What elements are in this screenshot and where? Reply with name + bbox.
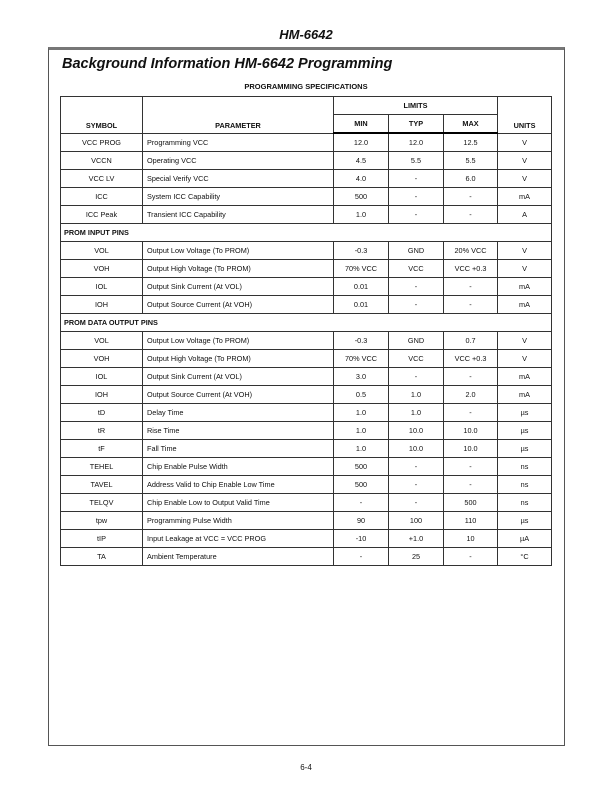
table-row xyxy=(61,386,552,404)
section-label: PROM DATA OUTPUT PINS xyxy=(61,314,552,332)
section-label: PROM INPUT PINS xyxy=(61,224,552,242)
max-cell: - xyxy=(444,476,498,494)
table-row xyxy=(61,188,552,206)
symbol-cell: IOL xyxy=(61,278,143,296)
symbol-cell: tF xyxy=(61,440,143,458)
units-cell: µs xyxy=(498,512,552,530)
parameter-cell: Ambient Temperature xyxy=(143,548,334,566)
table-row xyxy=(61,530,552,548)
table-row xyxy=(61,548,552,566)
typ-cell: - xyxy=(389,368,444,386)
symbol-cell: VCC PROG xyxy=(61,133,143,152)
max-cell: 110 xyxy=(444,512,498,530)
table-row xyxy=(61,133,552,152)
min-cell: 0.01 xyxy=(334,296,389,314)
typ-cell: 1.0 xyxy=(389,386,444,404)
table-row xyxy=(61,368,552,386)
parameter-cell: Transient ICC Capability xyxy=(143,206,334,224)
symbol-cell: tR xyxy=(61,422,143,440)
table-row xyxy=(61,494,552,512)
min-cell: 1.0 xyxy=(334,206,389,224)
typ-cell: - xyxy=(389,494,444,512)
col-limits: LIMITS xyxy=(334,97,498,115)
symbol-cell: VCCN xyxy=(61,152,143,170)
max-cell: 12.5 xyxy=(444,133,498,152)
max-cell: 500 xyxy=(444,494,498,512)
typ-cell: - xyxy=(389,188,444,206)
table-row xyxy=(61,422,552,440)
symbol-cell: TELQV xyxy=(61,494,143,512)
table-row xyxy=(61,170,552,188)
parameter-cell: Output High Voltage (To PROM) xyxy=(143,350,334,368)
parameter-cell: Delay Time xyxy=(143,404,334,422)
units-cell: °C xyxy=(498,548,552,566)
symbol-cell: VOL xyxy=(61,242,143,260)
typ-cell: GND xyxy=(389,332,444,350)
max-cell: 20% VCC xyxy=(444,242,498,260)
min-cell: - xyxy=(334,548,389,566)
parameter-cell: Output Low Voltage (To PROM) xyxy=(143,332,334,350)
table-caption: PROGRAMMING SPECIFICATIONS xyxy=(244,82,368,91)
symbol-cell: TA xyxy=(61,548,143,566)
units-cell: ns xyxy=(498,494,552,512)
min-cell: 500 xyxy=(334,188,389,206)
units-cell: V xyxy=(498,332,552,350)
units-cell: V xyxy=(498,170,552,188)
table-row xyxy=(61,440,552,458)
typ-cell: GND xyxy=(389,242,444,260)
min-cell: 1.0 xyxy=(334,422,389,440)
symbol-cell: ICC Peak xyxy=(61,206,143,224)
min-cell: 1.0 xyxy=(334,440,389,458)
typ-cell: - xyxy=(389,296,444,314)
parameter-cell: Output Source Current (At VOH) xyxy=(143,386,334,404)
max-cell: 5.5 xyxy=(444,152,498,170)
min-cell: 500 xyxy=(334,476,389,494)
symbol-cell: tD xyxy=(61,404,143,422)
parameter-cell: Input Leakage at VCC = VCC PROG xyxy=(143,530,334,548)
symbol-cell: tpw xyxy=(61,512,143,530)
min-cell: 0.01 xyxy=(334,278,389,296)
symbol-cell: VOH xyxy=(61,350,143,368)
max-cell: - xyxy=(444,458,498,476)
symbol-cell: TEHEL xyxy=(61,458,143,476)
typ-cell: 12.0 xyxy=(389,133,444,152)
typ-cell: 1.0 xyxy=(389,404,444,422)
min-cell: - xyxy=(334,494,389,512)
parameter-cell: Output Source Current (At VOH) xyxy=(143,296,334,314)
typ-cell: 10.0 xyxy=(389,422,444,440)
symbol-cell: IOH xyxy=(61,386,143,404)
parameter-cell: Special Verify VCC xyxy=(143,170,334,188)
min-cell: 70% VCC xyxy=(334,350,389,368)
max-cell: 10 xyxy=(444,530,498,548)
parameter-cell: Output Low Voltage (To PROM) xyxy=(143,242,334,260)
min-cell: 90 xyxy=(334,512,389,530)
units-cell: V xyxy=(498,260,552,278)
col-min: MIN xyxy=(334,115,389,134)
units-cell: µs xyxy=(498,404,552,422)
table-row xyxy=(61,296,552,314)
table-row xyxy=(61,476,552,494)
min-cell: -0.3 xyxy=(334,332,389,350)
min-cell: 3.0 xyxy=(334,368,389,386)
units-cell: mA xyxy=(498,296,552,314)
table-row xyxy=(61,404,552,422)
parameter-cell: Chip Enable Low to Output Valid Time xyxy=(143,494,334,512)
page-number: 6-4 xyxy=(300,763,312,772)
units-cell: µA xyxy=(498,530,552,548)
min-cell: 12.0 xyxy=(334,133,389,152)
max-cell: 10.0 xyxy=(444,422,498,440)
parameter-cell: Rise Time xyxy=(143,422,334,440)
section-row xyxy=(61,314,552,332)
typ-cell: +1.0 xyxy=(389,530,444,548)
typ-cell: 25 xyxy=(389,548,444,566)
symbol-cell: VOH xyxy=(61,260,143,278)
typ-cell: 5.5 xyxy=(389,152,444,170)
min-cell: -0.3 xyxy=(334,242,389,260)
max-cell: - xyxy=(444,368,498,386)
max-cell: 6.0 xyxy=(444,170,498,188)
parameter-cell: Output Sink Current (At VOL) xyxy=(143,368,334,386)
parameter-cell: Programming Pulse Width xyxy=(143,512,334,530)
units-cell: V xyxy=(498,152,552,170)
symbol-cell: VCC LV xyxy=(61,170,143,188)
units-cell: V xyxy=(498,133,552,152)
typ-cell: VCC xyxy=(389,260,444,278)
table-row xyxy=(61,350,552,368)
min-cell: 4.0 xyxy=(334,170,389,188)
max-cell: VCC +0.3 xyxy=(444,350,498,368)
section-title: Background Information HM-6642 Programming xyxy=(62,56,393,72)
max-cell: - xyxy=(444,296,498,314)
typ-cell: - xyxy=(389,170,444,188)
units-cell: V xyxy=(498,242,552,260)
table-row xyxy=(61,278,552,296)
table-row xyxy=(61,152,552,170)
typ-cell: 10.0 xyxy=(389,440,444,458)
table-row xyxy=(61,512,552,530)
max-cell: - xyxy=(444,188,498,206)
max-cell: VCC +0.3 xyxy=(444,260,498,278)
section-row xyxy=(61,224,552,242)
max-cell: 0.7 xyxy=(444,332,498,350)
typ-cell: VCC xyxy=(389,350,444,368)
min-cell: 4.5 xyxy=(334,152,389,170)
max-cell: 2.0 xyxy=(444,386,498,404)
col-units: UNITS xyxy=(498,97,552,134)
typ-cell: - xyxy=(389,458,444,476)
max-cell: - xyxy=(444,548,498,566)
table-row xyxy=(61,206,552,224)
typ-cell: 100 xyxy=(389,512,444,530)
min-cell: 70% VCC xyxy=(334,260,389,278)
page-header: HM-6642 xyxy=(279,27,333,42)
units-cell: µs xyxy=(498,440,552,458)
max-cell: - xyxy=(444,206,498,224)
symbol-cell: VOL xyxy=(61,332,143,350)
table-row xyxy=(61,458,552,476)
max-cell: - xyxy=(444,278,498,296)
table-row xyxy=(61,332,552,350)
parameter-cell: System ICC Capability xyxy=(143,188,334,206)
table-row xyxy=(61,260,552,278)
symbol-cell: TAVEL xyxy=(61,476,143,494)
max-cell: 10.0 xyxy=(444,440,498,458)
units-cell: µs xyxy=(498,422,552,440)
parameter-cell: Output High Voltage (To PROM) xyxy=(143,260,334,278)
units-cell: mA xyxy=(498,386,552,404)
min-cell: 0.5 xyxy=(334,386,389,404)
parameter-cell: Address Valid to Chip Enable Low Time xyxy=(143,476,334,494)
typ-cell: - xyxy=(389,476,444,494)
col-typ: TYP xyxy=(389,115,444,134)
units-cell: mA xyxy=(498,278,552,296)
typ-cell: - xyxy=(389,278,444,296)
symbol-cell: tIP xyxy=(61,530,143,548)
parameter-cell: Fall Time xyxy=(143,440,334,458)
typ-cell: - xyxy=(389,206,444,224)
table-row xyxy=(61,242,552,260)
parameter-cell: Operating VCC xyxy=(143,152,334,170)
units-cell: mA xyxy=(498,368,552,386)
col-symbol: SYMBOL xyxy=(61,97,143,134)
parameter-cell: Output Sink Current (At VOL) xyxy=(143,278,334,296)
units-cell: A xyxy=(498,206,552,224)
parameter-cell: Programming VCC xyxy=(143,133,334,152)
programming-specifications-table xyxy=(60,96,552,566)
symbol-cell: IOH xyxy=(61,296,143,314)
units-cell: ns xyxy=(498,458,552,476)
max-cell: - xyxy=(444,404,498,422)
min-cell: 1.0 xyxy=(334,404,389,422)
units-cell: ns xyxy=(498,476,552,494)
min-cell: 500 xyxy=(334,458,389,476)
min-cell: -10 xyxy=(334,530,389,548)
col-max: MAX xyxy=(444,115,498,134)
symbol-cell: ICC xyxy=(61,188,143,206)
parameter-cell: Chip Enable Pulse Width xyxy=(143,458,334,476)
units-cell: mA xyxy=(498,188,552,206)
col-parameter: PARAMETER xyxy=(143,97,334,134)
symbol-cell: IOL xyxy=(61,368,143,386)
units-cell: V xyxy=(498,350,552,368)
